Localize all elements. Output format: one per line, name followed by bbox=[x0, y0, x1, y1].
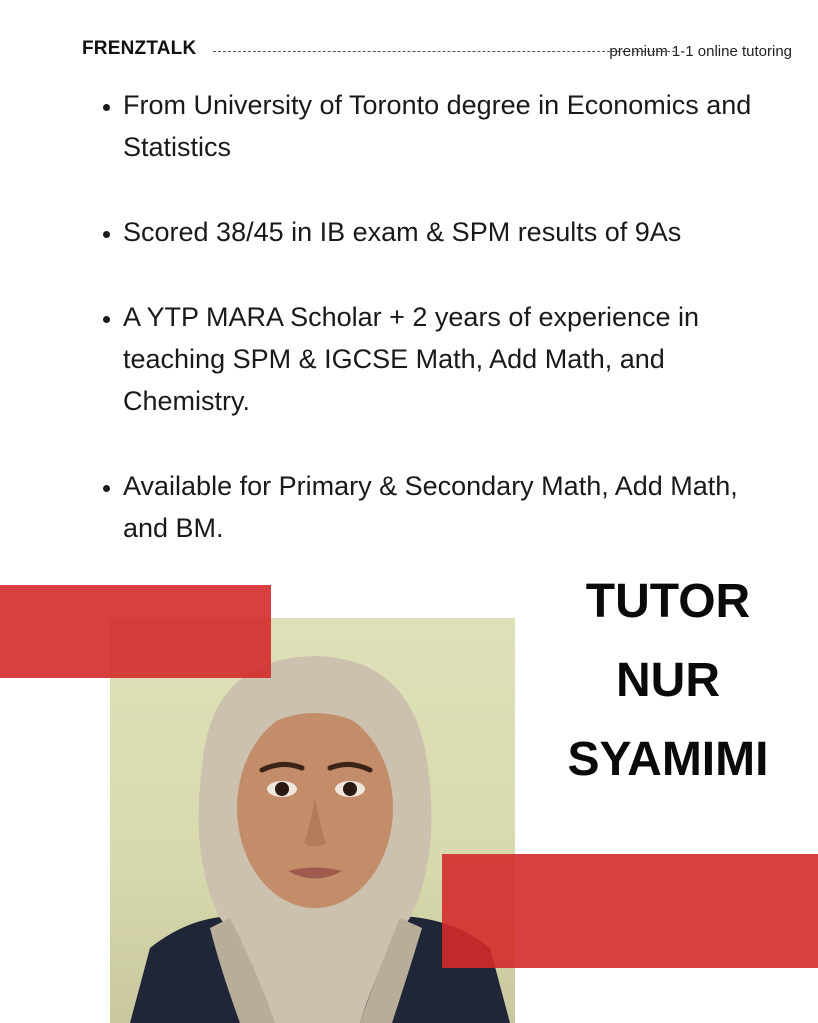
list-item: • Available for Primary & Secondary Math, Add Math, and BM. bbox=[123, 465, 783, 549]
tutor-name bbox=[548, 562, 788, 799]
list-item: • A YTP MARA Scholar + 2 years of experience in teaching SPM & IGCSE Math, Add Math, and Chemistry. bbox=[123, 296, 783, 422]
accent-block-bottom bbox=[442, 854, 818, 968]
tutor-first-name: NUR bbox=[616, 654, 720, 707]
qualification-list bbox=[96, 84, 783, 592]
list-item: • Scored 38/45 in IB exam & SPM results of 9As bbox=[123, 211, 783, 253]
header-divider bbox=[213, 51, 675, 52]
list-item: • From University of Toronto degree in Economics and Statistics bbox=[123, 84, 783, 168]
tagline: premium 1-1 online tutoring bbox=[609, 43, 792, 60]
brand-name: FRENZTALK bbox=[82, 38, 197, 59]
tutor-title: TUTOR bbox=[585, 575, 751, 628]
accent-block-top bbox=[0, 585, 271, 678]
tutor-last-name: SYAMIMI bbox=[567, 733, 769, 786]
header bbox=[82, 38, 792, 64]
